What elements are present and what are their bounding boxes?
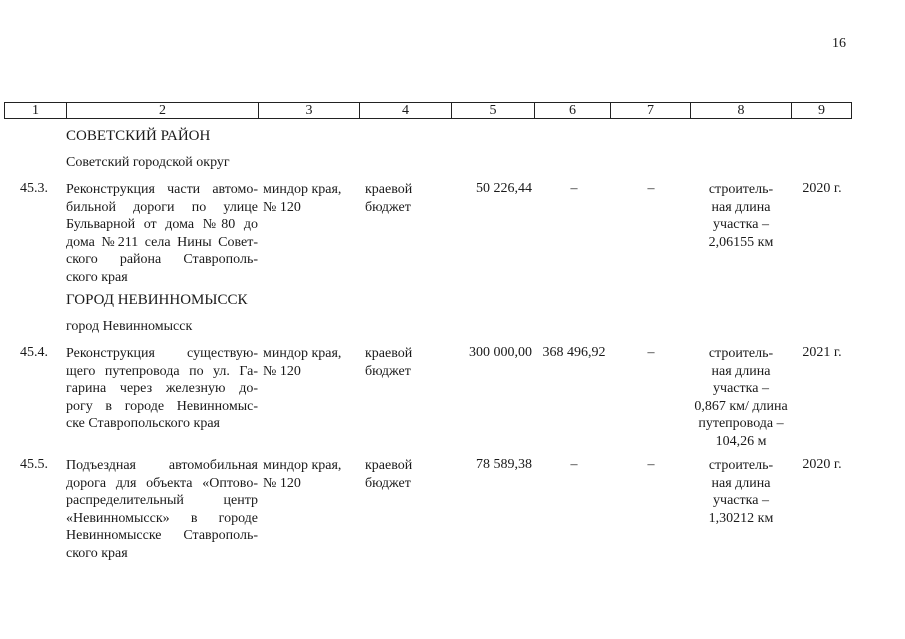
header-col-8: 8 [691, 103, 792, 118]
row-executor [263, 181, 358, 216]
row-description-line: участка – [713, 493, 769, 508]
header-col-7: 7 [611, 103, 691, 118]
row-name [66, 181, 258, 286]
row-name-line: Бульварной от дома №80 до [66, 217, 258, 232]
row-col5-value: 50 226,44 [476, 181, 532, 196]
row-description-line: строитель- [708, 458, 774, 473]
row-executor-line: миндор края, [263, 458, 342, 473]
header-col-1: 1 [5, 103, 67, 118]
section-title: СОВЕТСКИЙ РАЙОН [66, 128, 211, 144]
header-col-9: 9 [818, 103, 825, 118]
row-year: 2021 г. [802, 345, 842, 360]
row-name-line: ского края [66, 545, 128, 561]
row-description-line: 0,867 км/ длина [694, 398, 788, 414]
row-executor-line: № 120 [263, 475, 301, 491]
header-col-3: 3 [259, 103, 360, 118]
row-executor-line: № 120 [263, 199, 301, 215]
row-col6-value: – [570, 181, 578, 196]
row-name [66, 457, 258, 562]
row-budget-line: краевой [365, 458, 413, 473]
row-number: 45.3. [20, 181, 48, 196]
row-name-line: Реконструкция существую- [66, 346, 258, 361]
row-description [690, 181, 792, 251]
row-executor [263, 345, 358, 380]
row-col7-value: – [647, 345, 655, 360]
row-description-line: участка – [713, 217, 769, 232]
row-description-line: ная длина [711, 199, 771, 215]
row-description-line: путепровода – [698, 416, 784, 431]
section-subtitle: город Невинномысск [66, 319, 193, 334]
row-executor-line: миндор края, [263, 182, 342, 197]
row-name [66, 345, 258, 433]
row-description [690, 345, 792, 450]
row-description-line: ная длина [711, 475, 771, 491]
row-description-line: строитель- [708, 346, 774, 361]
row-budget-line: краевой [365, 346, 413, 361]
row-name-line: дорога для объекта «Оптово- [66, 475, 258, 491]
row-name-line: ске Ставропольского края [66, 416, 220, 431]
row-name-line: дома №211 села Нины Совет- [66, 234, 258, 250]
section-title: ГОРОД НЕВИННОМЫССК [66, 292, 248, 308]
row-col6-value: 368 496,92 [542, 345, 606, 360]
row-description-line: участка – [713, 381, 769, 396]
row-name-line: щего путепровода по ул. Га- [66, 363, 258, 379]
header-col-4: 4 [360, 103, 452, 118]
row-budget-line: краевой [365, 182, 413, 197]
header-col-6: 6 [535, 103, 611, 118]
row-description-line: строитель- [708, 182, 774, 197]
row-description-line: 2,06155 км [708, 234, 774, 250]
row-name-line: Подъездная автомобильная [66, 458, 258, 473]
row-budget [365, 181, 435, 216]
row-budget-line: бюджет [365, 199, 411, 215]
row-description-line: 1,30212 км [708, 510, 774, 526]
row-description-line: 104,26 м [715, 433, 767, 449]
header-col-2: 2 [67, 103, 259, 118]
row-number: 45.4. [20, 345, 48, 360]
row-budget-line: бюджет [365, 363, 411, 379]
row-year: 2020 г. [802, 457, 842, 472]
row-name-line: Реконструкция части автомо- [66, 182, 258, 197]
row-budget [365, 457, 435, 492]
row-col5-value: 78 589,38 [476, 457, 532, 472]
row-col5-value: 300 000,00 [469, 345, 532, 360]
page-number: 16 [832, 36, 846, 51]
row-description [690, 457, 792, 527]
header-col-5: 5 [452, 103, 535, 118]
row-name-line: бильной дороги по улице [66, 199, 258, 215]
row-col7-value: – [647, 457, 655, 472]
row-name-line: гарина через железную до- [66, 381, 258, 396]
row-number: 45.5. [20, 457, 48, 472]
row-description-line: ная длина [711, 363, 771, 379]
row-budget [365, 345, 435, 380]
row-year: 2020 г. [802, 181, 842, 196]
row-executor [263, 457, 358, 492]
section-subtitle: Советский городской округ [66, 155, 230, 170]
row-col7-value: – [647, 181, 655, 196]
row-col6-value: – [570, 457, 578, 472]
row-executor-line: № 120 [263, 363, 301, 379]
row-name-line: Невинномысске Ставрополь- [66, 528, 258, 543]
row-name-line: «Невинномысск» в городе [66, 510, 258, 526]
row-name-line: распределительный центр [66, 493, 258, 508]
table-header-row [4, 102, 852, 119]
row-budget-line: бюджет [365, 475, 411, 491]
row-executor-line: миндор края, [263, 346, 342, 361]
row-name-line: ского края [66, 269, 128, 285]
row-name-line: ского района Ставрополь- [66, 252, 258, 267]
row-name-line: рогу в городе Невинномыс- [66, 398, 258, 414]
